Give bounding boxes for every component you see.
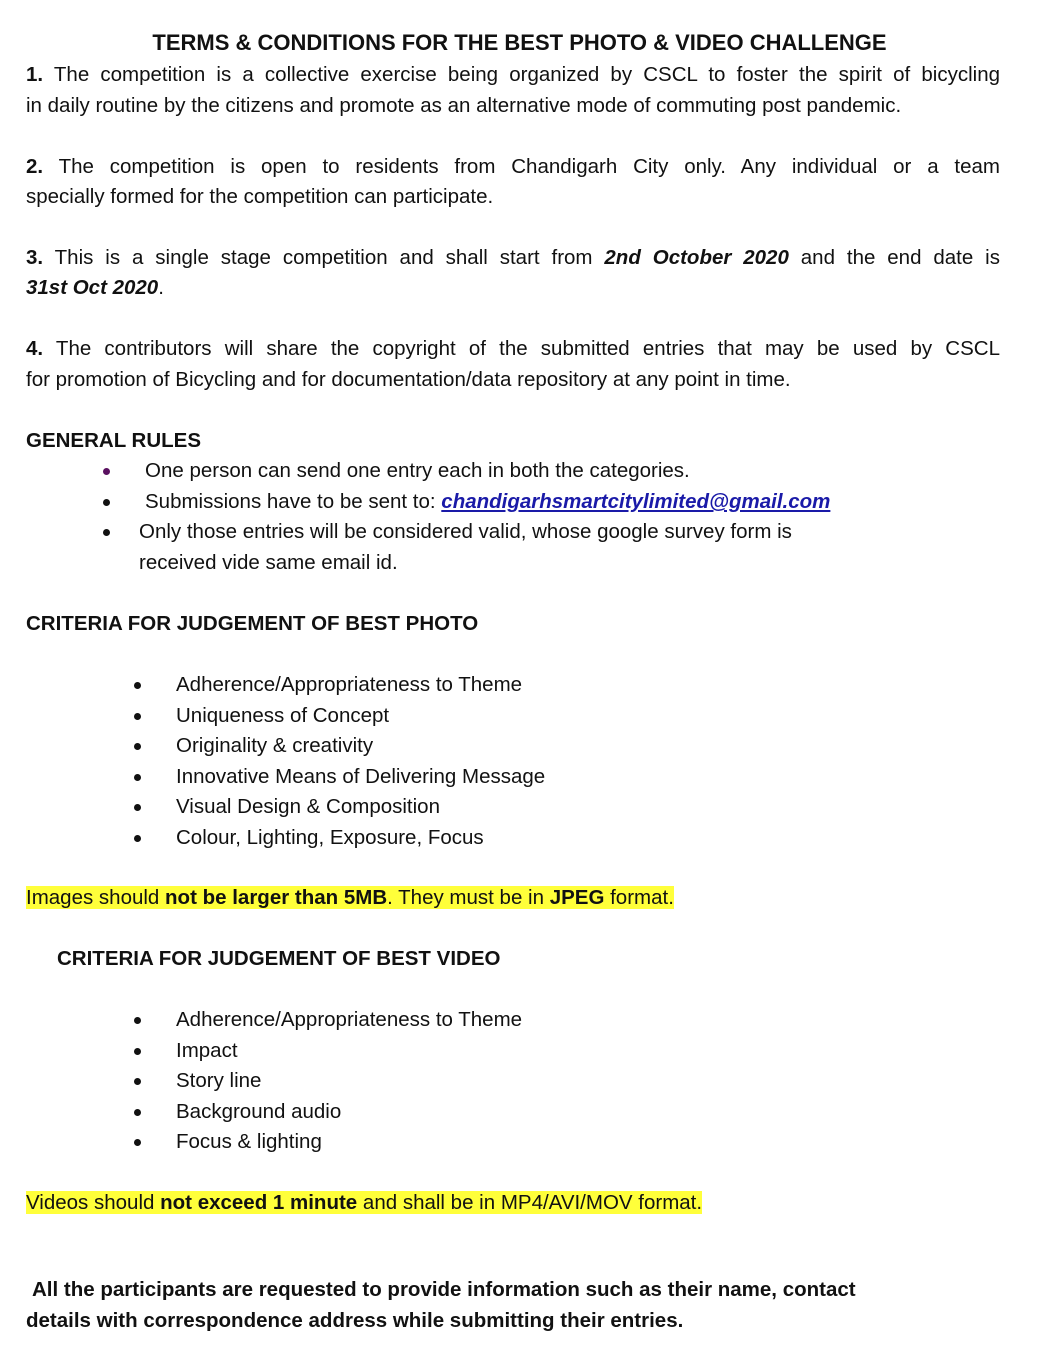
clause-text: This is a single stage competition and shall start from <box>54 246 593 269</box>
photo-criteria-item: Uniqueness of Concept <box>176 703 390 727</box>
clause-4-line-1 <box>26 334 1000 364</box>
bullet-icon <box>134 743 141 750</box>
photo-criteria-item: Visual Design & Composition <box>176 795 440 818</box>
email-link[interactable]: chandigarhsmartcitylimited@gmail.com <box>441 490 831 513</box>
photo-criteria-item: Innovative Means of Delivering Message <box>176 764 546 788</box>
period: . <box>158 276 164 299</box>
note-text-bold: not be larger than 5MB <box>165 886 388 909</box>
rule-text: Submissions have to be sent to: <box>145 490 436 513</box>
clause-4-line-2: for promotion of Bicycling and for documentation/data repository at any point in time. <box>26 368 791 391</box>
note-text-bold: not exceed 1 minute <box>160 1191 358 1214</box>
clause-3-line-1 <box>26 243 1000 273</box>
bullet-icon <box>134 804 141 811</box>
note-text: format. <box>604 886 674 909</box>
bullet-icon <box>134 835 141 842</box>
rule-item: Only those entries will be considered valid, whose google survey form is <box>139 520 792 543</box>
bullet-icon <box>103 529 110 536</box>
start-date: 2nd October 2020 <box>604 246 789 269</box>
photo-note <box>26 883 674 913</box>
video-criteria-item: Background audio <box>176 1099 342 1123</box>
clause-text: The competition is open to residents from Chandigarh City only. Any individual or a team <box>58 155 1001 178</box>
video-criteria-item: Impact <box>176 1038 238 1062</box>
clause-3-line-2 <box>26 273 1000 303</box>
end-date: 31st Oct 2020 <box>26 276 159 299</box>
video-note <box>26 1188 702 1218</box>
clause-2-line-1 <box>26 152 1000 182</box>
rule-item-continued: received vide same email id. <box>139 551 398 574</box>
clause-text: The competition is a collective exercise being organized by CSCL to foster the spirit of bicycling <box>53 63 1000 86</box>
video-criteria-item: Adherence/Appropriateness to Theme <box>176 1008 523 1031</box>
video-criteria-item: Focus & lighting <box>176 1130 322 1153</box>
bullet-icon <box>134 682 141 689</box>
note-text-bold: JPEG <box>549 886 605 909</box>
note-text: . They must be in <box>387 886 550 909</box>
clause-text: and the end date is <box>800 246 1000 269</box>
clause-2-line-2: specially formed for the competition can participate. <box>26 185 494 208</box>
rule-item <box>145 487 830 517</box>
bullet-icon <box>134 1078 141 1085</box>
bullet-icon <box>134 1017 141 1024</box>
footer-line-1: All the participants are requested to provide information such as their name, contact <box>32 1278 856 1301</box>
note-text: Images should <box>26 886 166 909</box>
bullet-icon <box>134 1139 141 1146</box>
clause-number: 2. <box>26 155 44 178</box>
photo-criteria-heading: CRITERIA FOR JUDGEMENT OF BEST PHOTO <box>26 612 479 635</box>
note-text: and shall be in MP4/AVI/MOV format. <box>357 1191 703 1214</box>
page-title: TERMS & CONDITIONS FOR THE BEST PHOTO & VIDEO CHALLENGE <box>152 30 887 55</box>
photo-criteria-item: Adherence/Appropriateness to Theme <box>176 673 523 696</box>
clause-text: The contributors will share the copyright of the submitted entries that may be used by CSCL <box>55 337 1000 360</box>
bullet-icon <box>134 713 141 720</box>
photo-criteria-item: Originality & creativity <box>176 734 374 757</box>
clause-1-line-1 <box>26 60 1000 90</box>
bullet-icon <box>134 774 141 781</box>
rule-item: One person can send one entry each in both the categories. <box>145 459 690 482</box>
footer-line-2: details with correspondence address while submitting their entries. <box>26 1309 684 1332</box>
clause-1-line-2: in daily routine by the citizens and promote as an alternative mode of commuting post pandemic. <box>26 94 902 117</box>
note-text: Videos should <box>26 1191 161 1214</box>
clause-number: 3. <box>26 246 44 269</box>
general-rules-heading: GENERAL RULES <box>26 429 202 452</box>
bullet-icon <box>134 1109 141 1116</box>
clause-number: 4. <box>26 337 44 360</box>
photo-criteria-item: Colour, Lighting, Exposure, Focus <box>176 825 484 849</box>
video-criteria-item: Story line <box>176 1069 262 1092</box>
bullet-icon <box>103 468 110 475</box>
video-criteria-heading: CRITERIA FOR JUDGEMENT OF BEST VIDEO <box>57 947 501 970</box>
bullet-icon <box>103 499 110 506</box>
clause-number: 1. <box>26 63 44 86</box>
bullet-icon <box>134 1048 141 1055</box>
